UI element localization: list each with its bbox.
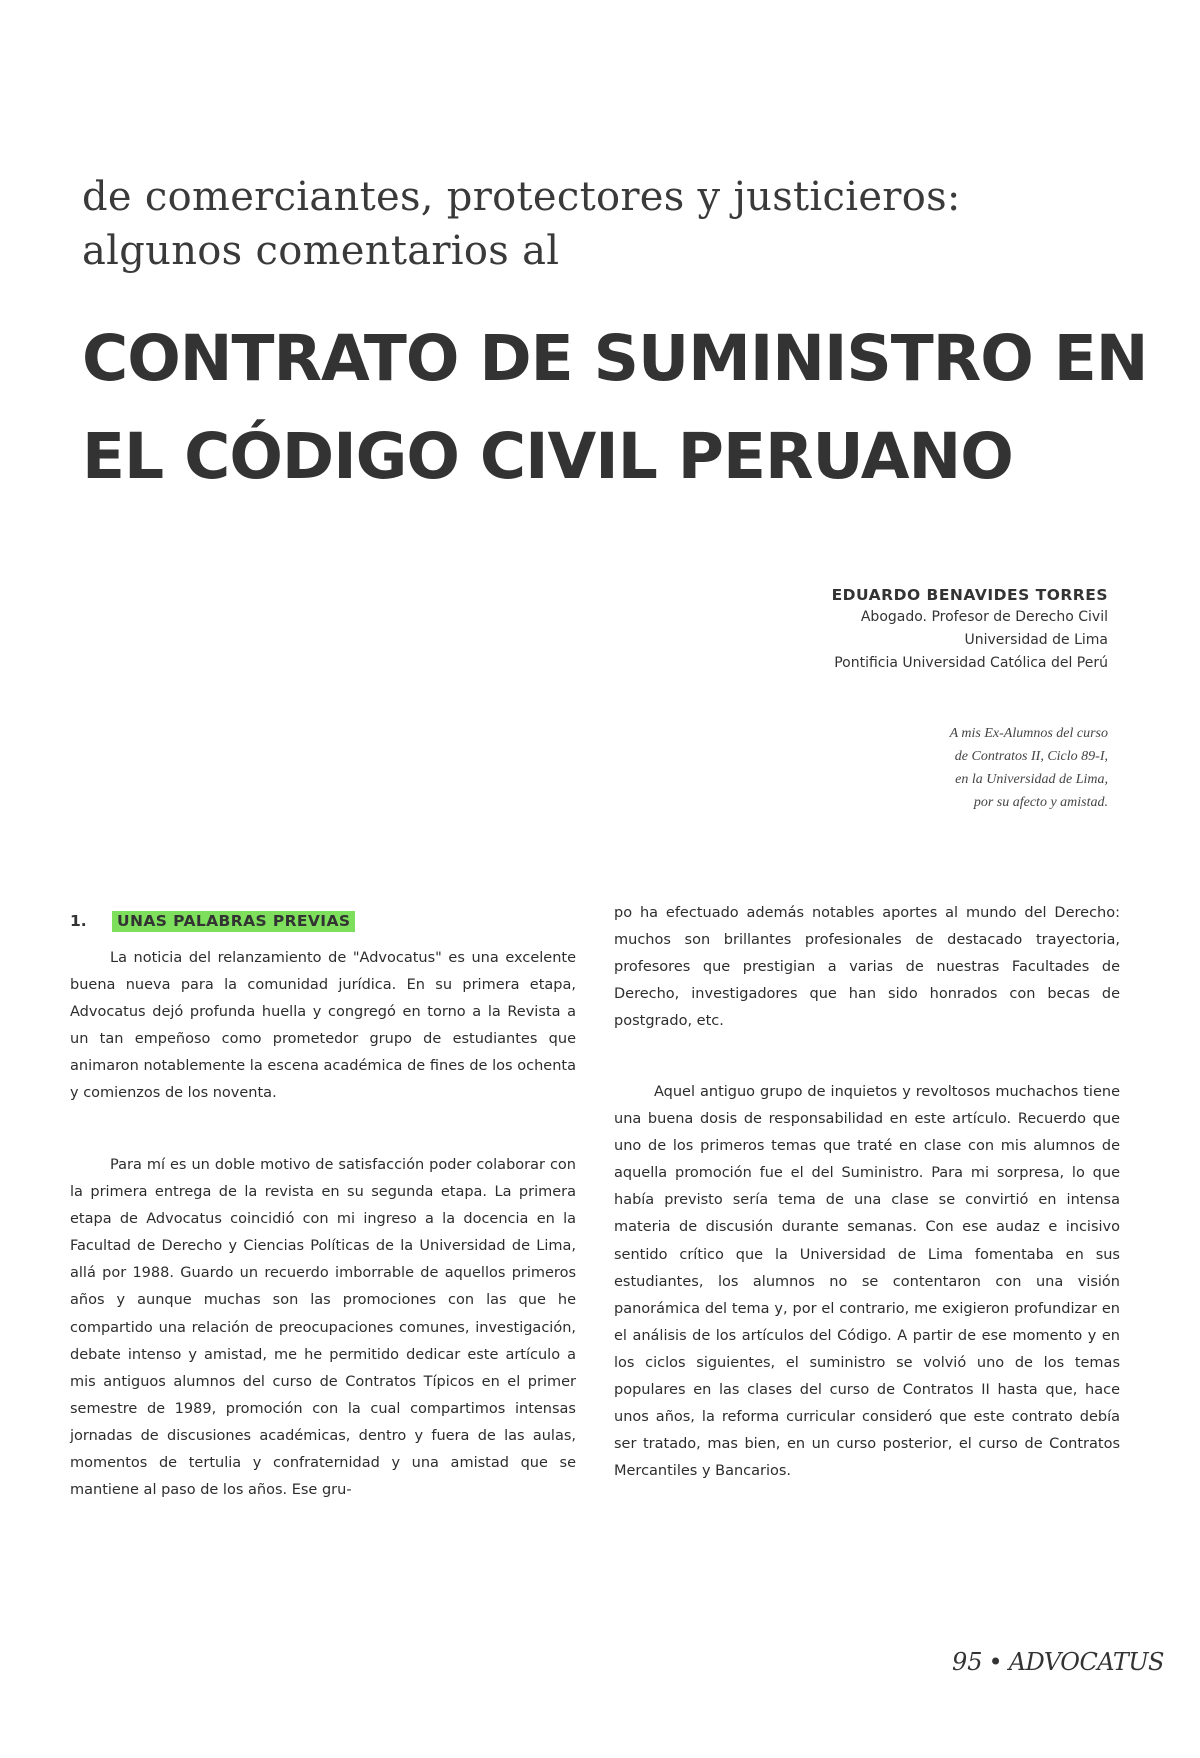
dedication-line-4: por su afecto y amistad. (973, 795, 1108, 810)
kicker-line-2: algunos comentarios al (82, 228, 560, 274)
section-title: UNAS PALABRAS PREVIAS (112, 911, 355, 932)
page-footer (952, 1648, 1164, 1676)
dedication (748, 722, 1108, 814)
dedication-line-1: A mis Ex-Alumnos del curso (949, 726, 1108, 741)
author-affiliation-3: Pontificia Universidad Católica del Perú (834, 655, 1108, 671)
section-heading (70, 907, 576, 935)
title-line-1: CONTRATO DE SUMINISTRO EN (82, 322, 1148, 395)
author-block (588, 584, 1108, 675)
body-paragraph-left-1: La noticia del relanzamiento de "Advocatus" es una excelente buena nueva para la comunidad jurídica. En su primera etapa, Advocatus dejó profunda huella y congregó en torno a la Revista a un tan empeñoso como prometedor grupo de estudiantes que animaron notablemente la escena académica de fines de los ochenta y comienzos de los noventa. (70, 950, 576, 1102)
section-number: 1. (70, 912, 87, 930)
article-title (82, 310, 1148, 506)
dedication-line-2: de Contratos II, Ciclo 89-I, (954, 749, 1108, 764)
body-paragraph-left-2: Para mí es un doble motivo de satisfacción poder colaborar con la primera entrega de la revista en su segunda etapa. La primera etapa de Advocatus coincidió con mi ingreso a la docencia en la Facultad de Derecho y Ciencias Políticas de la Universidad de Lima, allá por 1988. Guardo un recuerdo imborrable de aquellos primeros años y aunque muchas son las promociones con las que he compartido una relación de preocupaciones comunes, investigación, debate intenso y amistad, me he permitido dedicar este artículo a mis antiguos alumnos del curso de Contratos Típicos en el primer semestre de 1989, promoción con la cual compartimos intensas jornadas de discusiones académicas, dentro y fuera de las aulas, momentos de tertulia y confraternidad y una amistad que se mantiene al paso de los años. Ese gru- (70, 1157, 576, 1499)
magazine-name: ADVOCATUS (1008, 1648, 1164, 1676)
article-kicker (82, 170, 1082, 278)
dedication-line-3: en la Universidad de Lima, (955, 772, 1108, 787)
body-paragraph-right-1: po ha efectuado además notables aportes al mundo del Derecho: muchos son brillantes profesionales de destacado trayectoria, profesores que prestigian a varias de nuestras Facultades de Derecho, investigadores que han sido honrados con becas de postgrado, etc. (614, 905, 1120, 1030)
page-number: 95 (952, 1648, 983, 1676)
author-name: EDUARDO BENAVIDES TORRES (831, 586, 1108, 604)
title-line-2: EL CÓDIGO CIVIL PERUANO (82, 420, 1013, 493)
kicker-line-1: de comerciantes, protectores y justicieros: (82, 174, 961, 220)
author-affiliation-2: Universidad de Lima (964, 632, 1108, 648)
footer-separator: • (988, 1648, 1003, 1676)
author-affiliation-1: Abogado. Profesor de Derecho Civil (860, 609, 1108, 625)
body-paragraph-right-2: Aquel antiguo grupo de inquietos y revoltosos muchachos tiene una buena dosis de responsabilidad en este artículo. Recuerdo que uno de los primeros temas que traté en clase con mis alumnos de aquella promoción fue el del Suministro. Para mi sorpresa, lo que había previsto sería tema de una clase se convirtió en intensa materia de discusión durante semanas. Con ese audaz e incisivo sentido crítico que la Universidad de Lima fomentaba en sus estudiantes, los alumnos no se contentaron con una visión panorámica del tema y, por el contrario, me exigieron profundizar en el análisis de los artículos del Código. A partir de ese momento y en los ciclos siguientes, el suministro se volvió uno de los temas populares en las clases del curso de Contratos II hasta que, hace unos años, la reforma curricular consideró que este contrato debía ser tratado, mas bien, en un curso posterior, el curso de Contratos Mercantiles y Bancarios. (614, 1084, 1120, 1480)
